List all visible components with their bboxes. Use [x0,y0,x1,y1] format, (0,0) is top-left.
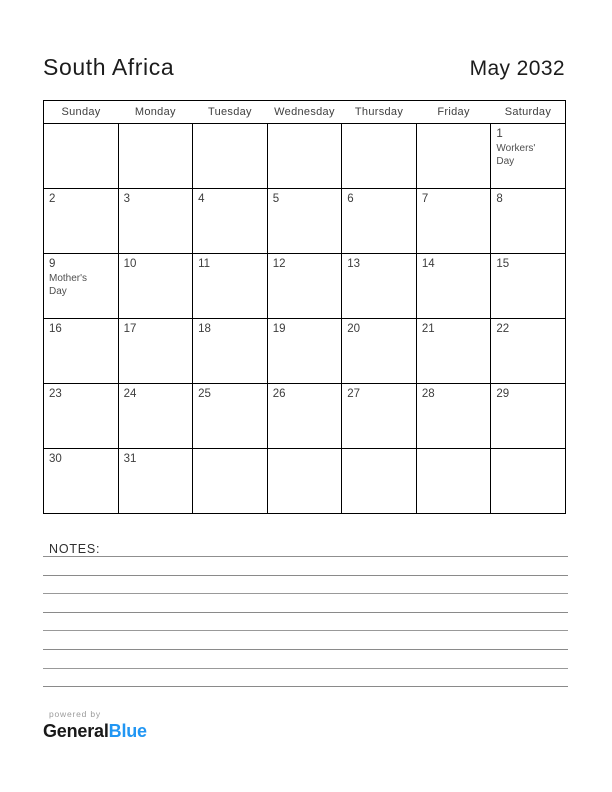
notes-ruled-line [43,613,568,632]
brand-blue-text: Blue [108,721,147,741]
calendar-cell [44,254,119,319]
calendar-cell [118,319,193,384]
calendar-cell [342,449,417,514]
calendar-cell [342,189,417,254]
day-header-wednesday: Wednesday [267,101,342,124]
month-year-label: May 2032 [469,57,565,80]
week-row [44,189,566,254]
day-number: 1 [496,128,503,140]
titlebar [43,54,565,81]
holiday-label: Mother's Day [49,273,88,297]
week-row [44,384,566,449]
day-number: 2 [49,193,56,205]
calendar-cell [193,384,268,449]
calendar-cell [267,384,342,449]
calendar-cell [342,384,417,449]
calendar-cell [118,449,193,514]
day-number: 9 [49,258,56,270]
calendar-cell [267,254,342,319]
day-header-tuesday: Tuesday [193,101,268,124]
calendar-cell [491,254,566,319]
week-row [44,254,566,319]
day-number: 7 [421,193,429,205]
calendar-cell [342,254,417,319]
calendar-cell [118,124,193,189]
holiday-label: Workers' Day [496,143,536,167]
calendar-cell [267,319,342,384]
day-of-week-header-row [44,101,566,124]
calendar-cell [193,124,268,189]
calendar-cell [118,254,193,319]
page-title: South Africa [43,54,175,80]
calendar-cell [342,124,417,189]
calendar-cell [118,384,193,449]
day-number: 25 [198,388,211,400]
week-row [44,319,566,384]
day-number: 29 [496,388,510,400]
day-number: 27 [347,388,361,400]
day-header-friday: Friday [416,101,491,124]
day-number: 12 [272,258,286,270]
calendar-cell [193,319,268,384]
day-number: 6 [347,193,354,205]
day-header-saturday: Saturday [491,101,566,124]
calendar-cell [342,319,417,384]
footer-brand [43,708,147,742]
day-number: 22 [496,323,510,335]
calendar-cell [416,124,491,189]
notes-section [43,540,568,687]
week-row [44,449,566,514]
calendar-cell [491,319,566,384]
notes-ruled-line [43,540,568,557]
calendar-cell [193,254,268,319]
brand-general-text: General [43,721,109,741]
calendar-cell [416,384,491,449]
notes-ruled-line [43,631,568,650]
day-number: 11 [198,258,211,270]
calendar-cell [491,449,566,514]
calendar-cell [44,384,119,449]
notes-ruled-line [43,669,568,688]
day-number: 21 [421,323,435,335]
day-number: 3 [123,193,130,205]
calendar-cell [491,189,566,254]
calendar-cell [193,449,268,514]
day-number: 15 [496,258,510,270]
notes-label: NOTES: [49,542,101,556]
notes-ruled-line [43,650,568,669]
day-number: 31 [123,453,137,465]
day-number: 10 [123,258,137,270]
day-number: 18 [198,323,211,335]
day-number: 23 [49,388,62,400]
day-header-monday: Monday [118,101,193,124]
calendar-cell [416,319,491,384]
calendar-cell [416,449,491,514]
day-number: 16 [49,323,62,335]
calendar-cell [267,189,342,254]
calendar-cell [44,124,119,189]
calendar-cell [267,449,342,514]
calendar-cell [267,124,342,189]
calendar-cell [44,319,119,384]
day-number: 14 [421,258,435,270]
calendar-cell [416,254,491,319]
powered-by-label: powered by [49,709,101,719]
notes-ruled-line [43,557,568,576]
brand-logo [43,720,147,742]
calendar-cell [118,189,193,254]
day-number: 28 [421,388,435,400]
day-number: 20 [347,323,361,335]
day-number: 13 [347,258,361,270]
day-number: 30 [49,453,62,465]
day-number: 8 [496,193,503,205]
calendar-table [43,100,566,514]
notes-ruled-line [43,594,568,613]
calendar-cell [416,189,491,254]
day-number: 26 [272,388,286,400]
week-row [44,124,566,189]
day-number: 24 [123,388,137,400]
calendar-cell [44,449,119,514]
day-number: 4 [198,193,205,205]
calendar-cell [491,384,566,449]
calendar-cell [193,189,268,254]
day-number: 17 [123,323,137,335]
day-header-sunday: Sunday [44,101,119,124]
calendar-cell [491,124,566,189]
calendar-cell [44,189,119,254]
day-header-thursday: Thursday [342,101,417,124]
day-number: 5 [272,193,280,205]
day-number: 19 [272,323,286,335]
notes-ruled-line [43,576,568,595]
